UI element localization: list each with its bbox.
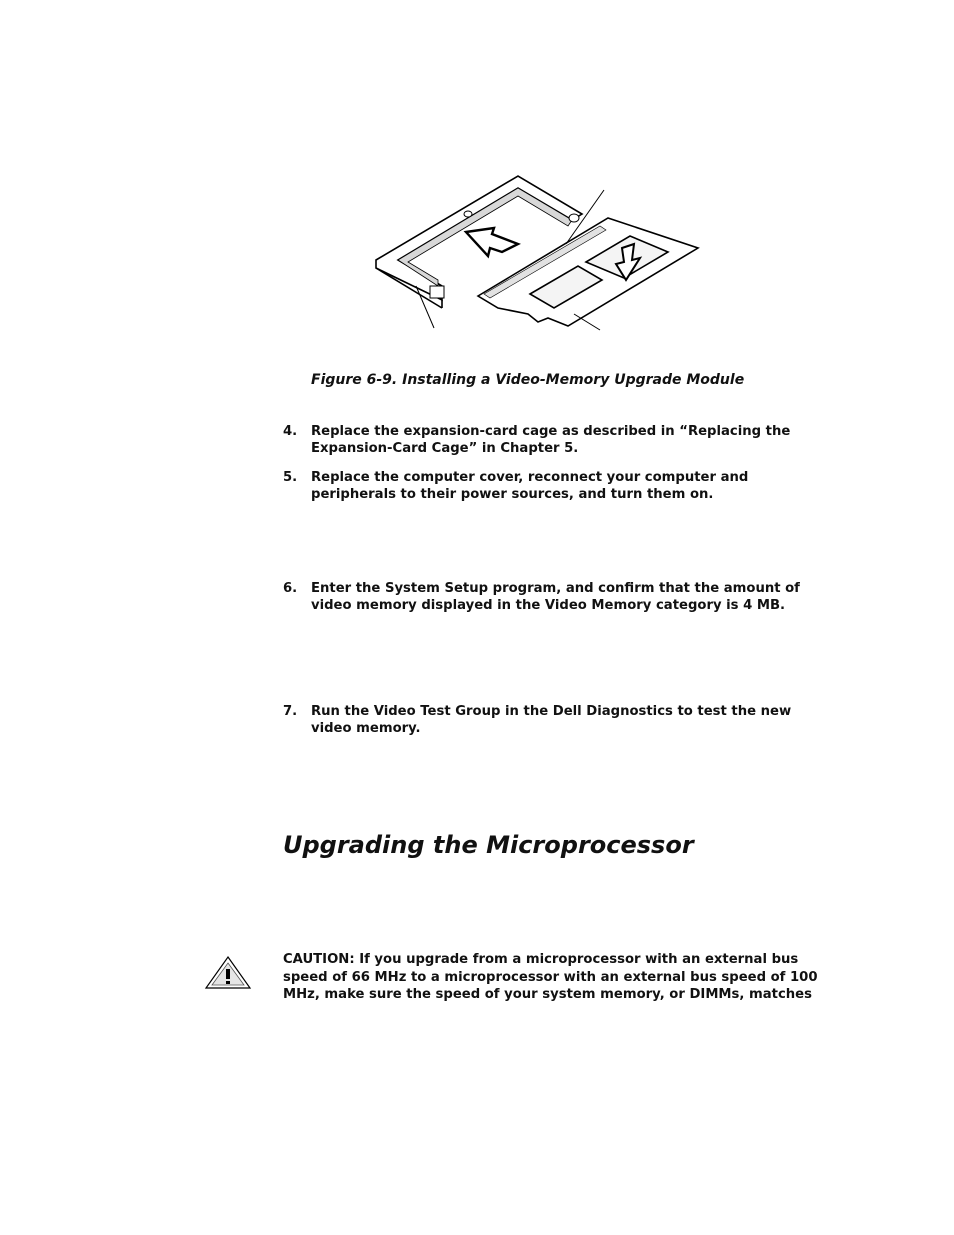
step-number: 5. — [283, 470, 298, 485]
latch-tab — [430, 286, 444, 298]
callout-line — [574, 314, 600, 330]
step-text: Replace the expansion-card cage as described in “Replacing the Expansion-Card Cage” in Chapter 5. — [311, 424, 791, 456]
step-text: Replace the computer cover, reconnect your computer and peripherals to their power sources, and turn them on. — [311, 470, 749, 502]
video-memory-module-illustration — [368, 168, 704, 338]
step-item — [283, 469, 823, 503]
latch-tab — [569, 214, 579, 222]
caution-icon — [204, 955, 252, 991]
latch-tab — [464, 211, 472, 217]
step-item — [283, 423, 823, 457]
figure-caption: Figure 6-9. Installing a Video-Memory Upgrade Module — [311, 372, 745, 388]
figure-6-9 — [368, 168, 704, 338]
step-number: 7. — [283, 704, 298, 719]
step-text: Enter the System Setup program, and confirm that the amount of video memory displayed in the Video Memory category is 4 MB. — [311, 581, 800, 613]
caution-text: CAUTION: If you upgrade from a microprocessor with an external bus speed of 66 MHz to a microprocessor with an external bus speed of 100 MHz, make sure the speed of your system memory, or DIMMs, matches — [283, 952, 818, 1002]
step-number: 6. — [283, 581, 298, 596]
insert-arrow-icon — [466, 228, 518, 256]
step-item — [283, 703, 823, 737]
step-text: Run the Video Test Group in the Dell Diagnostics to test the new video memory. — [311, 704, 792, 736]
step-item — [283, 580, 823, 614]
section-heading: Upgrading the Microprocessor — [283, 831, 694, 859]
step-number: 4. — [283, 424, 298, 439]
